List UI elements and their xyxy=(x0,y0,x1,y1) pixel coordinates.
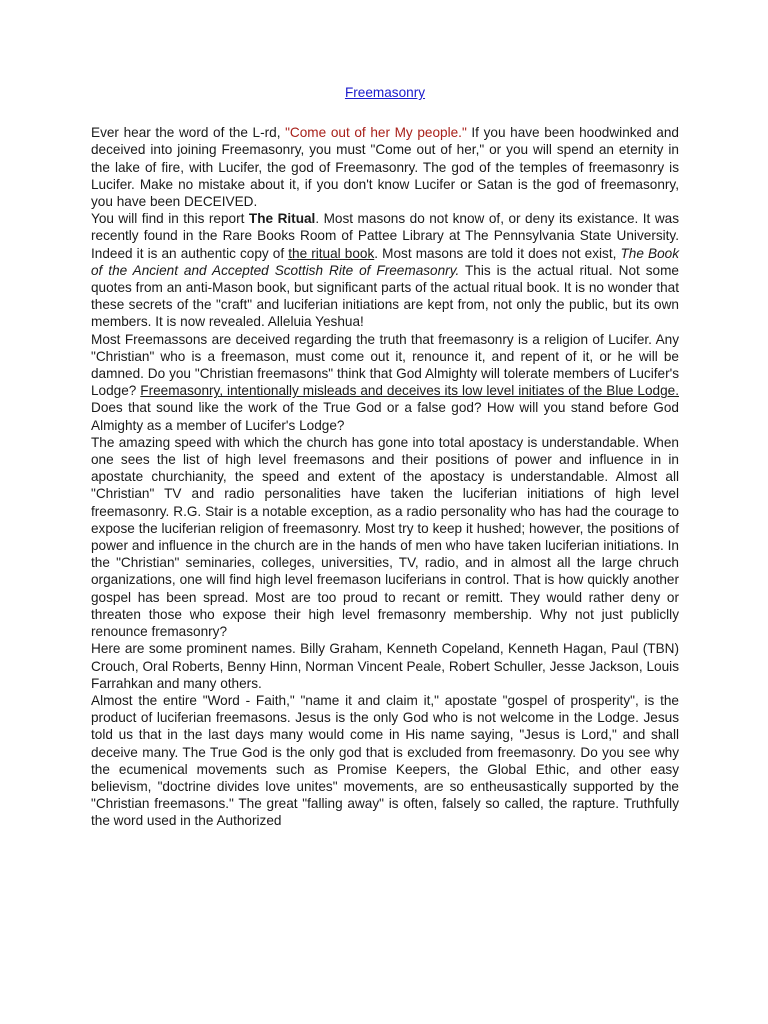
p1-text-a: Ever hear the word of the L-rd, xyxy=(91,125,286,141)
document-page xyxy=(91,84,679,830)
paragraph-3 xyxy=(91,331,679,434)
paragraph-5: Here are some prominent names. Billy Graham, Kenneth Copeland, Kenneth Hagan, Paul (TBN) Crouch, Oral Roberts, Benny Hinn, Norman Vincent Peale, Robert Schuller, Jesse Jackson, Louis Farrahkan and many others. xyxy=(91,641,679,691)
p2-text-a: You will find in this report xyxy=(91,211,249,227)
p2-bold-ritual: The Ritual xyxy=(248,211,316,227)
paragraph-2 xyxy=(91,210,679,330)
ritual-book-link[interactable]: the ritual book xyxy=(288,245,375,261)
paragraph-6: Almost the entire "Word - Faith," "name it and claim it," apostate "gospel of prosperity", is the product of luciferian freemasons. Jesus is the only God who is not welcome in the Lodge. Jesus told us that in the last days many would come in His name saying, "Jesus is Lord," and shall deceive many. The True God is the only god that is excluded from freemasonry. Do you see why the ecumenical movements such as Promise Keepers, the Global Ethic, and other easy believism, "doctrine divides love unites" movements, are so entheusastically supported by the "Christian freemasons." The great "falling away" is often, falsely so called, the rapture. Truthfully the word used in the Authorized xyxy=(91,692,679,829)
p1-quote: "Come out of her My people." xyxy=(285,125,467,141)
p3-text-a: Most Freemassons are deceived regarding the truth that freemasonry is a religion of Lucifer. Any "Christian" who is a freemason, must come out it, renounce it, and repent of it, or he will be damned. Do you "Christian freemasons" think that God Almighty will tolerate members of Lucifer's Lodge? xyxy=(91,331,679,399)
p2-italic-book-title: The Book of the Ancient and Accepted Scottish Rite of Freemasonry. xyxy=(91,245,679,278)
paragraph-1 xyxy=(91,124,679,210)
blue-lodge-link[interactable]: Freemasonry, intentionally misleads and deceives its low level initiates of the Blue Lodge. xyxy=(140,383,679,399)
p1-text-b: If you have been hoodwinked and deceived into joining Freemasonry, you must "Come out of her," or you will spend an eternity in the lake of fire, with Lucifer, the god of Freemasonry. The god of the temples of freemasonry is Lucifer. Make no mistake about it, if you don't know Lucifer or Satan is the god of freemasonry, you have been DECEIVED. xyxy=(91,125,679,210)
p3-text-b: Does that sound like the work of the True God or a false god? How will you stand before God Almighty as a member of Lucifer's Lodge? xyxy=(91,400,679,433)
page-title-link[interactable]: Freemasonry xyxy=(344,85,426,100)
p2-text-b: . Most masons do not know of, or deny its existance. It was recently found in the Rare Books Room of Pattee Library at The Pennsylvania State University. Indeed it is an authentic copy of xyxy=(91,211,679,261)
p2-text-d: This is the actual ritual. Not some quotes from an anti-Mason book, but significant parts of the actual ritual book. It is no wonder that these secrets of the "craft" and luciferian initiations are kept from, not only the public, but its own members. It is now revealed. Alleluia Yeshua! xyxy=(91,262,679,330)
p2-text-c: . Most masons are told it does not exist, xyxy=(374,245,621,261)
paragraph-4: The amazing speed with which the church has gone into total apostacy is understandable. When one sees the list of high level freemasons and their positions of power and influence in in apostate churchianity, the speed and extent of the apostacy is understandable. Almost all "Christian" TV and radio personalities have taken the luciferian initiations of high level freemasonry. R.G. Stair is a notable exception, as a radio personality who has had the courage to expose the luciferian religion of freemasonry. Most try to keep it hushed; however, the positions of power and influence in the church are in the hands of men who have taken luciferian initiations. In the "Christian" seminaries, colleges, universities, TV, radio, and in almost all the large chruch organizations, one will find high level freemason luciferians in control. That is how quickly another gospel has been spread. Most are too proud to recant or remitt. They would rather deny or threaten those who expose their high level fremasonry membership. Why not just publiclly renounce fremasonry? xyxy=(91,434,679,640)
